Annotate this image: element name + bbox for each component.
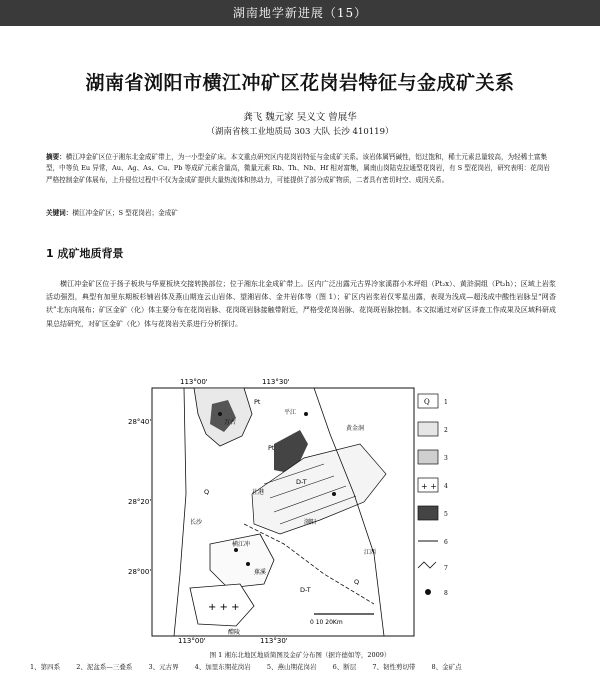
legend-number: 5	[444, 511, 448, 518]
place-label: 横江冲	[232, 541, 251, 548]
abstract	[46, 152, 556, 186]
gold-deposit-dot	[218, 412, 222, 416]
granite-pattern: + + +	[208, 602, 240, 613]
legend-number: 2	[444, 427, 448, 434]
scale-label: 0 10 20Km	[310, 619, 343, 626]
legend-number: 6	[444, 539, 448, 546]
unit-label: Pt	[254, 398, 261, 406]
running-header: 湖南地学新进展（15）	[0, 0, 600, 26]
legend-gold-dot	[425, 589, 431, 595]
legend-item: 3、元古界	[148, 663, 179, 671]
lon-label: 113°00'	[180, 378, 208, 386]
legend-item: 5、燕山期花岗岩	[266, 663, 317, 671]
abstract-text: 横江冲金矿区位于湘东北金成矿带上，为一小型金矿床。本文重点研究区内花岗岩特征与金成矿关系。该岩体属钙碱性，铝过饱和，稀土元素总量较高，为轻稀土富集型，中等负 Eu 异常，Au、Ag、As、Cu、Pb 等成矿元素含量高，微量元素 Rb、Th、Nb、Hf 相对富集，属南山岗陆克拉通型花岗岩，有 S 型花岗岩，研究表明：花岗岩严格控制金矿体展布，上升侵位过程中不仅为金成矿提供大量热流体和热动力，可能提供了部分成矿物质，二者具有密切时空、成因关系。	[46, 153, 550, 184]
legend-number: 3	[444, 455, 448, 462]
gold-deposit-dot	[304, 412, 308, 416]
figure-caption: 图 1 湘东北地区地质简图及金矿分布图（据许德如等，2009）	[209, 651, 391, 659]
legend-number: 4	[444, 483, 448, 490]
legend-shear-symbol	[418, 562, 436, 568]
place-label: 浏阳	[304, 519, 317, 526]
legend-swatch	[418, 506, 438, 520]
place-label: 平江	[284, 409, 297, 416]
figure-legend-text	[30, 662, 590, 671]
legend-item: 4、加里东期花岗岩	[194, 663, 251, 671]
place-label: 江西	[364, 549, 377, 556]
legend-item: 6、断层	[332, 663, 357, 671]
unit-label: Q	[354, 578, 360, 586]
legend-pattern: + +	[421, 482, 437, 491]
gold-deposit-dot	[246, 562, 250, 566]
keywords	[46, 207, 556, 217]
legend-swatch	[418, 422, 438, 436]
place-label: 蕉溪	[254, 569, 267, 576]
unit-label: D-T	[296, 478, 307, 486]
paper-authors: 龚飞 魏元家 吴义文 曾展华	[243, 112, 357, 123]
section-heading: 1 成矿地质背景	[46, 247, 124, 260]
place-label: 万古	[224, 419, 237, 426]
paper-affiliation: （湖南省核工业地质局 303 大队 长沙 410119）	[206, 127, 394, 137]
unit-label: D-T	[300, 586, 311, 594]
place-label: 黄金洞	[346, 425, 365, 432]
legend-item: 7、韧性剪切带	[372, 663, 416, 671]
unit-label: Pt	[268, 444, 275, 452]
unit-label: Q	[204, 488, 210, 496]
keywords-text: 横江冲金矿区；S 型花岗岩；金成矿	[72, 209, 178, 217]
legend-item: 8、金矿点	[431, 663, 462, 671]
lat-label: 28°20'	[128, 498, 152, 506]
place-label: 醴陵	[228, 629, 241, 636]
legend-item: 1、第四系	[30, 663, 61, 671]
legend-number: 1	[444, 399, 448, 406]
lat-label: 28°00'	[128, 568, 152, 576]
legend-swatch	[418, 450, 438, 464]
gold-deposit-dot	[234, 548, 238, 552]
place-label: 社港	[252, 489, 265, 496]
lon-label: 113°30'	[260, 637, 288, 645]
lon-label: 113°00'	[178, 637, 206, 645]
paper-title: 湖南省浏阳市横江冲矿区花岗岩特征与金成矿关系	[85, 72, 515, 94]
place-label: 长沙	[190, 519, 203, 526]
geological-map-figure	[124, 374, 464, 646]
legend-number: 7	[444, 565, 448, 572]
lon-label: 113°30'	[262, 378, 290, 386]
gold-deposit-dot	[332, 492, 336, 496]
section-paragraph: 横江冲金矿区位于扬子板块与华夏板块交接转换部位；位于湘东北金成矿带上。区内广泛出露元古界冷家溪群小木坪组（Pt₂x）、黄浒洞组（Pt₂h）；区域上岩浆活动强烈，典型有加里东期板杉铺岩体及燕山期连云山岩体、望湘岩体、金井岩体等（图 1）；矿区内岩浆岩仅零星出露，表现为浅成—超浅成中酸性岩脉呈“网香状”北东向展布；矿区金矿（化）体主要分布在花岗岩脉、花岗斑岩脉接触带附近，严格受花岗岩脉、花岗斑岩脉控制。本文拟通过对矿区详查工作成果及区域科研成果总结研究，对矿区金矿（化）体与花岗岩关系进行分析探讨。	[46, 280, 556, 328]
abstract-label: 摘要：	[46, 153, 66, 161]
legend-item: 2、泥盆系—三叠系	[76, 663, 133, 671]
map-legend	[418, 394, 448, 597]
lat-label: 28°40'	[128, 418, 152, 426]
keywords-label: 关键词：	[46, 209, 73, 217]
legend-symbol: Q	[424, 398, 430, 406]
legend-number: 8	[444, 590, 448, 597]
